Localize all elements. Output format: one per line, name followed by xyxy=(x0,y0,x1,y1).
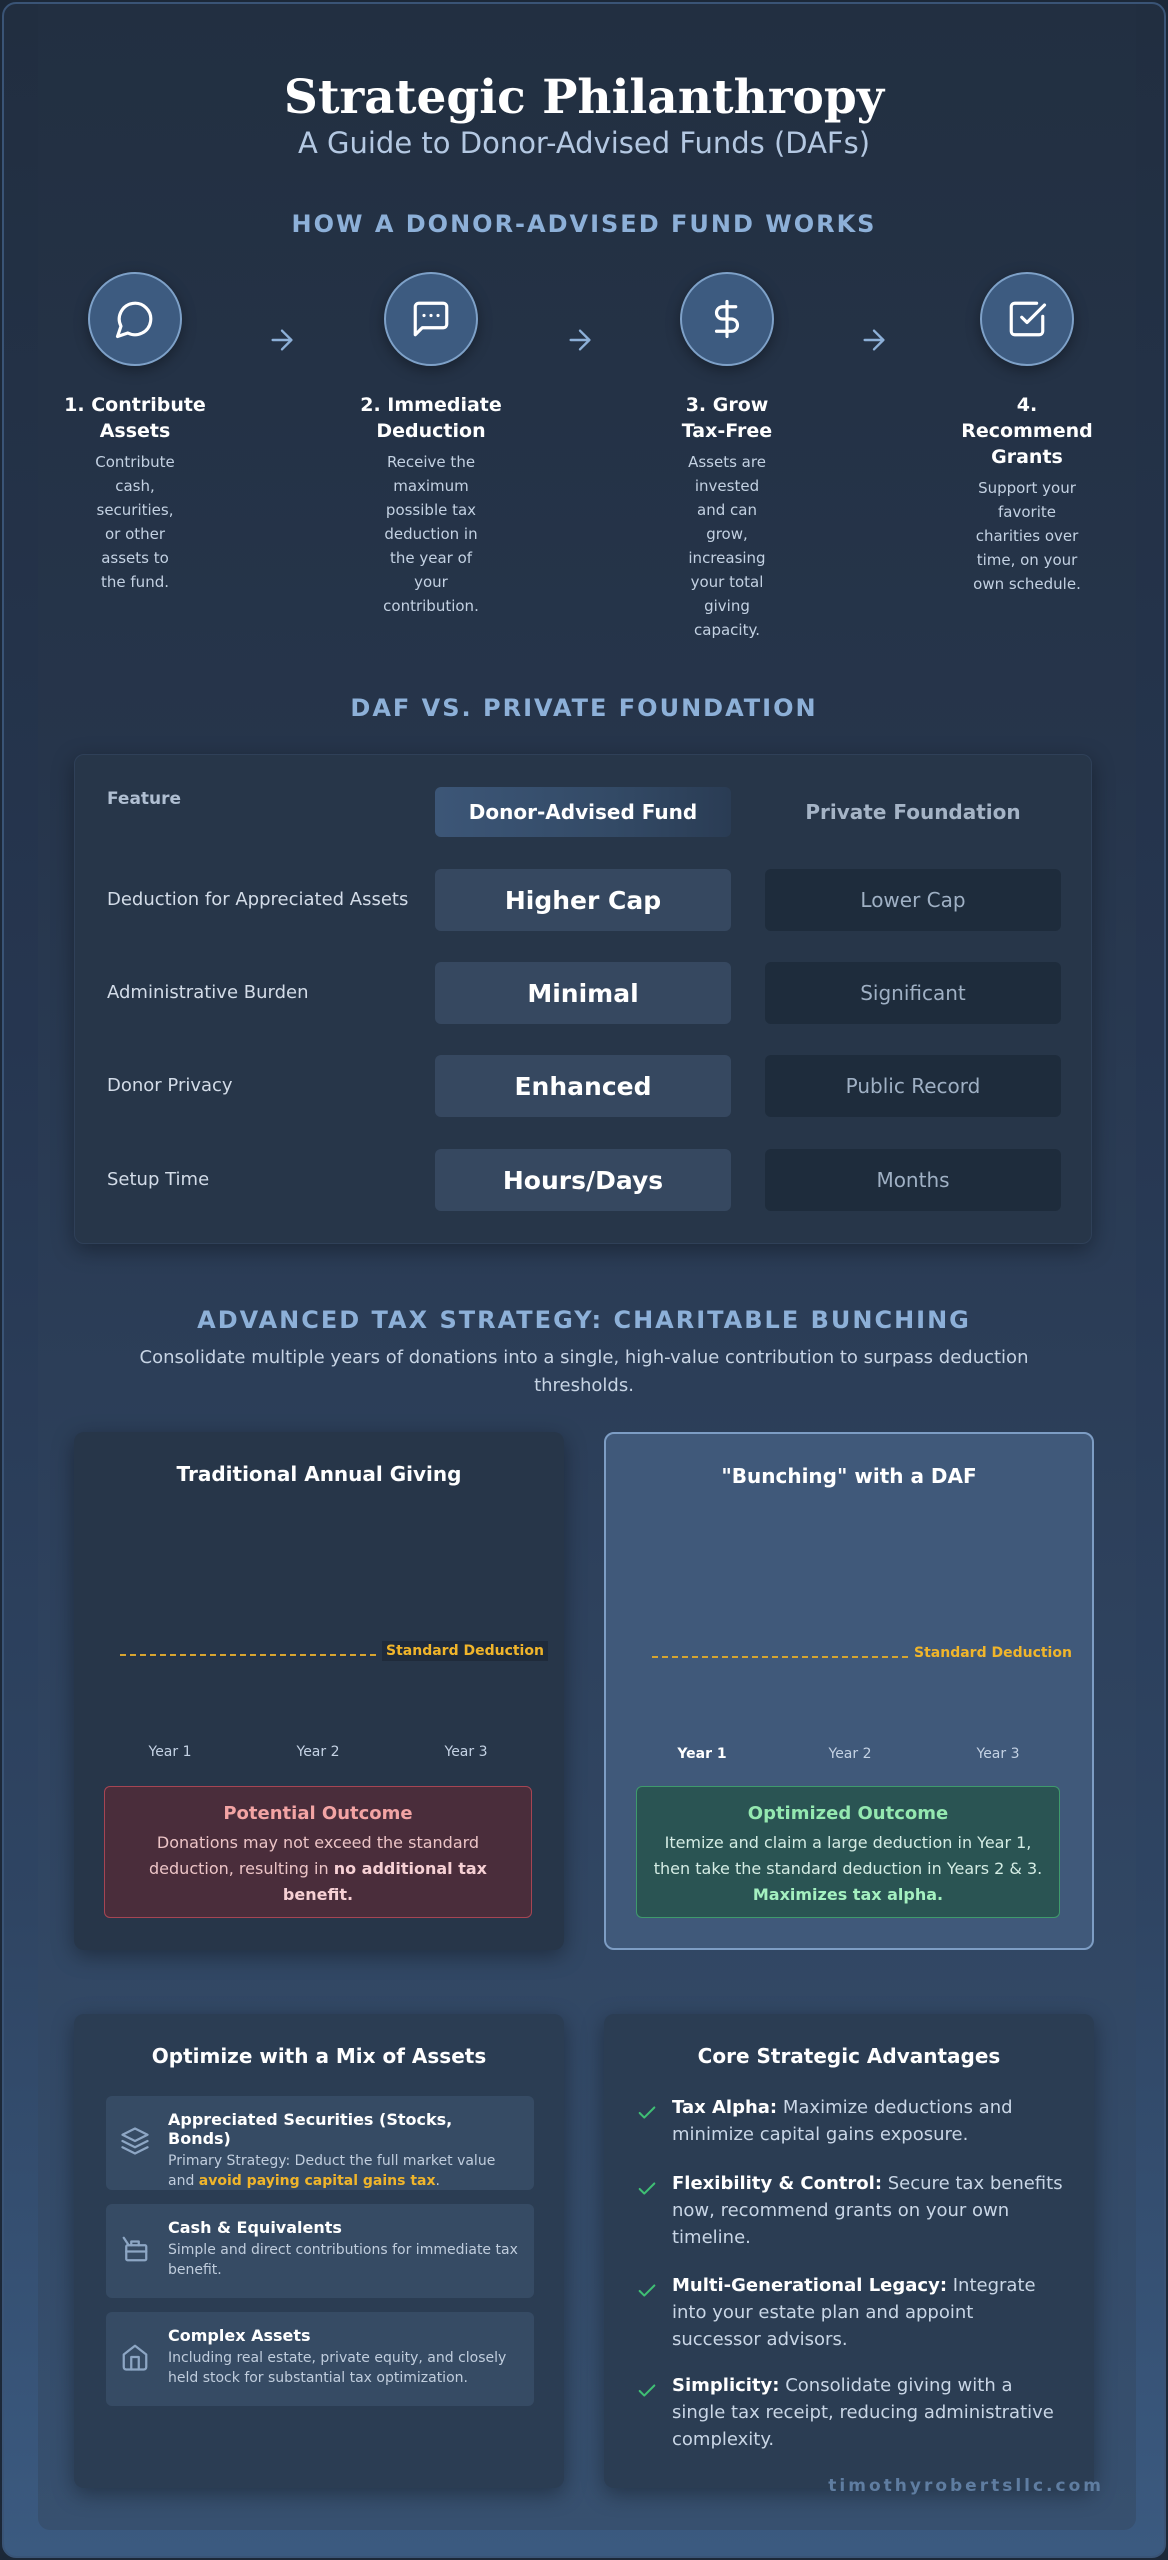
check-icon xyxy=(636,2380,658,2406)
column-header-pf: Private Foundation xyxy=(805,800,1021,824)
potential-outcome-box xyxy=(104,1786,532,1918)
page-subtitle: A Guide to Donor-Advised Funds (DAFs) xyxy=(297,126,871,160)
asset-title: Complex Assets xyxy=(168,2326,311,2345)
advantage-item: Simplicity: Consolidate giving with a single tax receipt, reducing administrative complexity. xyxy=(636,2372,1066,2453)
standard-deduction-line xyxy=(652,1656,908,1658)
row-label: Donor Privacy xyxy=(107,1075,233,1096)
daf-cell: Higher Cap xyxy=(435,869,731,931)
step-contribute xyxy=(60,272,210,594)
asset-item xyxy=(106,2096,534,2190)
pf-cell: Public Record xyxy=(765,1055,1061,1117)
advantage-item: Tax Alpha: Maximize deductions and minimize capital gains exposure. xyxy=(636,2094,1066,2148)
optimized-outcome-box xyxy=(636,1786,1060,1918)
check-icon xyxy=(636,2102,658,2128)
asset-desc: Simple and direct contributions for immediate tax benefit. xyxy=(168,2242,518,2278)
standard-deduction-line xyxy=(120,1654,376,1656)
daf-cell: Minimal xyxy=(435,962,731,1024)
footer-site-link[interactable]: timothyrobertsllc.com xyxy=(828,2476,1104,2496)
pf-cell: Months xyxy=(765,1149,1061,1211)
step-grow xyxy=(652,272,802,642)
bunching-card xyxy=(604,1432,1094,1950)
arrow-right-icon xyxy=(266,324,298,360)
pf-cell: Significant xyxy=(765,962,1061,1024)
advantages-card xyxy=(604,2014,1094,2488)
dollar-icon xyxy=(680,272,774,366)
step-title: 2. Immediate Deduction xyxy=(360,394,502,442)
home-icon xyxy=(120,2342,150,2376)
asset-item xyxy=(106,2204,534,2298)
year-label: Year 3 xyxy=(444,1744,488,1760)
bunching-subtitle: Consolidate multiple years of donations into a single, high-value contribution to surpass deduction thresholds. xyxy=(139,1347,1029,1396)
advantage-item: Flexibility & Control: Secure tax benefits now, recommend grants on your own timeline. xyxy=(636,2170,1066,2251)
row-label: Administrative Burden xyxy=(107,982,309,1003)
outcome-title: Potential Outcome xyxy=(223,1803,413,1824)
page-title: Strategic Philanthropy xyxy=(283,70,885,125)
check-icon xyxy=(636,2178,658,2204)
step-desc: Assets are invested and can grow, increasing your total giving capacity. xyxy=(688,453,766,639)
outcome-title: Optimized Outcome xyxy=(747,1803,949,1824)
check-icon xyxy=(636,2280,658,2306)
step-desc: Contribute cash, securities, or other assets to the fund. xyxy=(95,453,175,591)
arrow-right-icon xyxy=(564,324,596,360)
year-label: Year 2 xyxy=(828,1746,872,1762)
step-title: 1. Contribute Assets xyxy=(64,394,206,442)
standard-deduction-label: Standard Deduction xyxy=(382,1641,548,1661)
arrow-right-icon xyxy=(858,324,890,360)
year-label: Year 3 xyxy=(976,1746,1020,1762)
asset-desc: Primary Strategy: Deduct the full market value and avoid paying capital gains tax. xyxy=(168,2153,496,2189)
layers-icon xyxy=(120,2126,150,2160)
chat-bubble-icon xyxy=(88,272,182,366)
traditional-giving-card xyxy=(74,1432,564,1950)
asset-desc: Including real estate, private equity, and closely held stock for substantial tax optimization. xyxy=(168,2350,507,2386)
step-desc: Support your favorite charities over time, on your own schedule. xyxy=(973,479,1081,593)
card-title: Optimize with a Mix of Assets xyxy=(151,2044,487,2068)
comparison-table xyxy=(74,754,1092,1244)
asset-mix-card xyxy=(74,2014,564,2488)
row-label: Setup Time xyxy=(107,1169,210,1190)
step-title: 3. Grow Tax-Free xyxy=(681,394,773,442)
daf-cell: Hours/Days xyxy=(435,1149,731,1211)
message-dots-icon xyxy=(384,272,478,366)
asset-item xyxy=(106,2312,534,2406)
daf-cell: Enhanced xyxy=(435,1055,731,1117)
step-title: 4. Recommend Grants xyxy=(961,394,1093,468)
card-title: "Bunching" with a DAF xyxy=(721,1464,977,1488)
outcome-text: Donations may not exceed the standard deduction, resulting in no additional tax benefit. xyxy=(149,1833,487,1904)
year-label: Year 1 xyxy=(148,1744,192,1760)
step-recommend xyxy=(952,272,1102,596)
step-deduction xyxy=(356,272,506,618)
asset-title: Cash & Equivalents xyxy=(168,2218,342,2237)
step-desc: Receive the maximum possible tax deduction in the year of your contribution. xyxy=(383,453,479,615)
outcome-text: Itemize and claim a large deduction in Year 1, then take the standard deduction in Years 2 & 3. Maximizes tax alpha. xyxy=(653,1833,1043,1904)
how-it-works-heading: HOW A DONOR-ADVISED FUND WORKS xyxy=(291,210,877,238)
bunching-heading: ADVANCED TAX STRATEGY: CHARITABLE BUNCHING xyxy=(197,1306,971,1334)
row-label: Deduction for Appreciated Assets xyxy=(107,889,409,910)
cash-register-icon xyxy=(120,2234,150,2268)
advantage-item: Multi-Generational Legacy: Integrate into your estate plan and appoint successor advisors. xyxy=(636,2272,1066,2353)
column-header-daf: Donor-Advised Fund xyxy=(435,787,731,837)
card-title: Core Strategic Advantages xyxy=(697,2044,1001,2068)
comparison-heading: DAF VS. PRIVATE FOUNDATION xyxy=(350,694,818,722)
card-title: Traditional Annual Giving xyxy=(176,1462,462,1486)
pf-cell: Lower Cap xyxy=(765,869,1061,931)
year-label: Year 2 xyxy=(296,1744,340,1760)
column-header-feature: Feature xyxy=(107,789,182,809)
asset-title: Appreciated Securities (Stocks, Bonds) xyxy=(168,2110,453,2148)
year-label: Year 1 xyxy=(677,1746,727,1762)
check-square-icon xyxy=(980,272,1074,366)
standard-deduction-label: Standard Deduction xyxy=(914,1645,1072,1661)
